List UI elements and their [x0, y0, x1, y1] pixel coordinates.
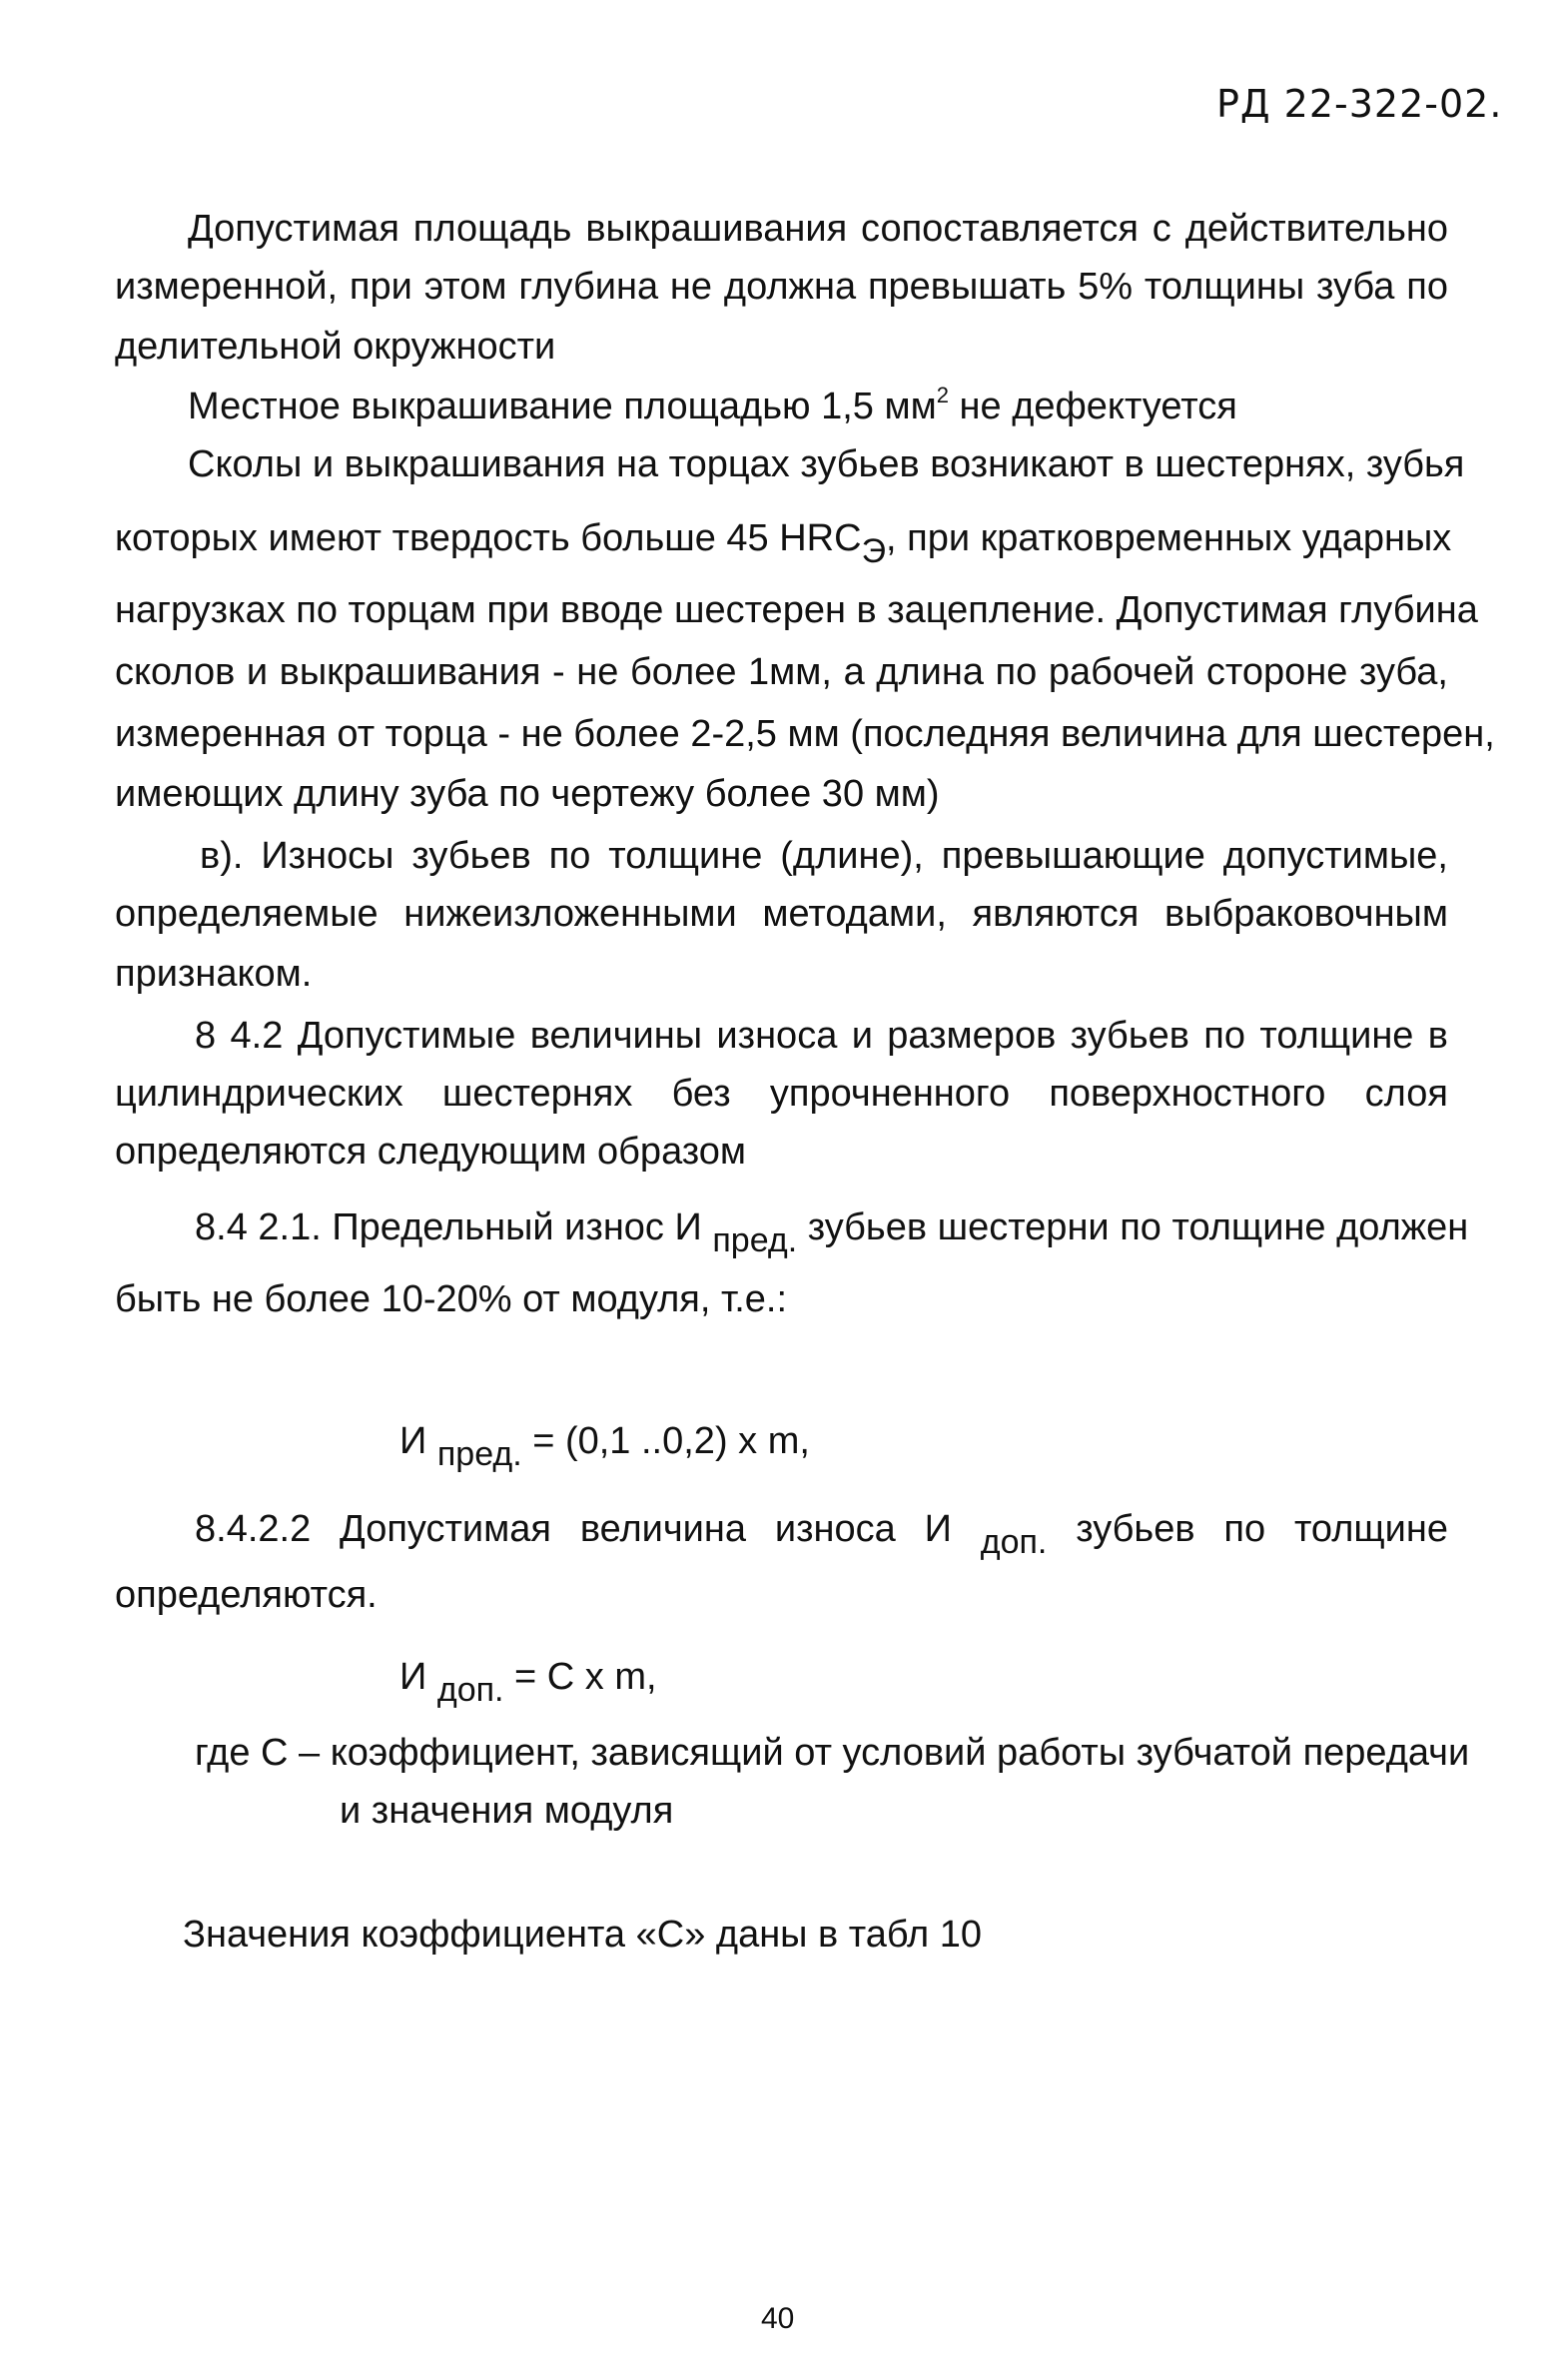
formula-pred-b: = (0,1 ..0,2) x m,: [521, 1420, 810, 1462]
formula-dop-b: = C x m,: [503, 1656, 657, 1698]
para5-line3: определяются следующим образом: [115, 1131, 747, 1173]
para5-line1: 8 4.2 Допустимые величины износа и размеров зубьев по толщине в: [195, 1015, 1448, 1057]
formula-pred: [399, 1420, 810, 1473]
superscript-2: 2: [936, 383, 949, 407]
para3-line3: нагрузках по торцам при вводе шестерен в зацепление. Допустимая глубина: [115, 589, 1478, 631]
para6-line1: [195, 1206, 1469, 1259]
para7-line1: [195, 1508, 1448, 1561]
para3-line6: имеющих длину зуба по чертежу более 30 мм): [115, 773, 940, 815]
where-line2: и значения модуля: [340, 1790, 674, 1832]
formula-dop-sub: доп.: [436, 1671, 504, 1709]
formula-pred-sub: пред.: [436, 1435, 522, 1473]
where-line1: где С – коэффициент, зависящий от условий работы зубчатой передачи: [195, 1732, 1470, 1774]
para5-line2: цилиндрических шестернях без упрочненного поверхностного слоя: [115, 1073, 1448, 1115]
subscript-e: Э: [861, 532, 887, 570]
para2-text-a: Местное выкрашивание площадью 1,5 мм: [188, 386, 937, 427]
formula-dop: [399, 1656, 657, 1709]
formula-dop-a: И: [399, 1656, 437, 1698]
para6-line1-a: 8.4 2.1. Предельный износ И: [195, 1206, 713, 1248]
para1-line1: Допустимая площадь выкрашивания сопоставляется с действительно: [188, 208, 1448, 250]
formula-pred-a: И: [399, 1420, 437, 1462]
para7-line1-b: зубьев по толщине: [1047, 1508, 1448, 1550]
table-reference-note: Значения коэффициента «С» даны в табл 10: [183, 1914, 982, 1956]
para7-line1-a: 8.4.2.2 Допустимая величина износа И: [195, 1508, 981, 1550]
para3-line5: измеренная от торца - не более 2-2,5 мм (последняя величина для шестерен,: [115, 713, 1495, 755]
para3-line2: [115, 517, 1452, 570]
subscript-pred: пред.: [712, 1221, 798, 1259]
para3-line2-b: , при кратковременных ударных: [886, 517, 1452, 559]
page-number: 40: [761, 2302, 795, 2335]
para4-line2: определяемые нижеизложенными методами, являются выбраковочным: [115, 893, 1448, 935]
document-code: РД 22-322-02.: [1216, 82, 1503, 126]
para2-line1: [188, 383, 1237, 427]
para3-line4: сколов и выкрашивания - не более 1мм, а длина по рабочей стороне зуба,: [115, 651, 1448, 693]
para3-line1: Сколы и выкрашивания на торцах зубьев возникают в шестернях, зубья: [188, 443, 1465, 485]
para7-line2: определяются.: [115, 1574, 378, 1616]
para6-line2: быть не более 10-20% от модуля, т.е.:: [115, 1278, 787, 1320]
subscript-dop: доп.: [980, 1523, 1048, 1561]
para4-line1: в). Износы зубьев по толщине (длине), превышающие допустимые,: [200, 835, 1448, 877]
para1-line3: делительной окружности: [115, 326, 556, 368]
para3-line2-a: которых имеют твердость больше 45 HRC: [115, 517, 862, 559]
para4-line3: признаком.: [115, 953, 313, 995]
para6-line1-b: зубьев шестерни по толщине должен: [797, 1206, 1469, 1248]
para1-line2: измеренной, при этом глубина не должна превышать 5% толщины зуба по: [115, 266, 1448, 308]
para2-text-b: не дефектуется: [948, 386, 1237, 427]
